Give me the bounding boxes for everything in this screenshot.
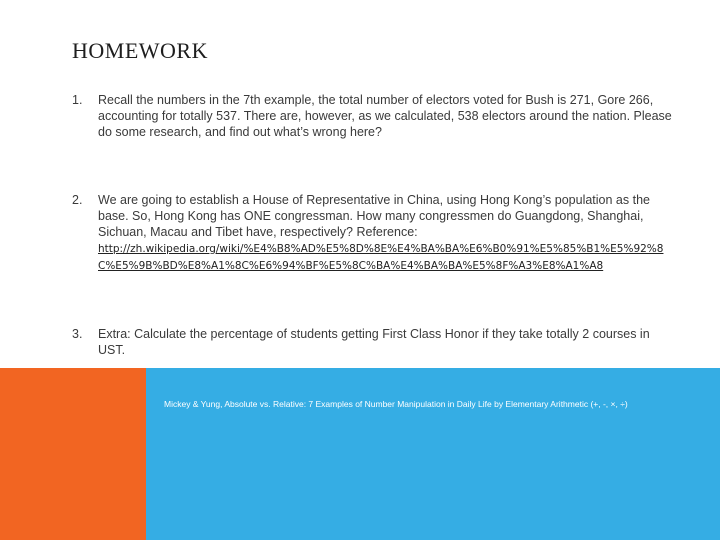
item-text: Extra: Calculate the percentage of students getting First Class Honor if they take totally 2 courses in UST. [98,327,650,357]
footer-citation: Mickey & Yung, Absolute vs. Relative: 7 Examples of Number Manipulation in Daily Life by Elementary Arithmetic (+, -, ×, ÷) [164,399,628,409]
item-number: 1. [72,93,83,107]
item-number: 3. [72,327,83,341]
footer-band [0,368,720,540]
reference-link[interactable]: http://zh.wikipedia.org/wiki/%E4%B8%AD%E5%8D%8E%E4%BA%BA%E6%B0%91%E5%85%B1%E5%92%8C%E5%9B%BD%E8%A1%8C%E6%94%BF%E5%8C%BA%E4%BA%BA%E5%8F%A3%E8%A1%A8 [98,243,664,272]
orange-block [0,368,146,540]
item-number: 2. [72,193,83,207]
item-text: Recall the numbers in the 7th example, the total number of electors voted for Bush is 271, Gore 266, accounting for totally 537. There are, however, as we calculated, 538 electors around the nation. Please do some research, and find out what’s wrong here? [98,93,672,139]
homework-item-3 [72,326,672,358]
slide-title: HOMEWORK [72,38,208,63]
homework-item-1 [72,92,672,140]
blue-block [146,368,720,540]
item-text: We are going to establish a House of Representative in China, using Hong Kong’s population as the base. So, Hong Kong has ONE congressman. How many congressmen do Guangdong, Shanghai, Sichuan, Macau and Tibet have, respectively? Reference: [98,193,650,239]
homework-item-2 [72,192,672,274]
